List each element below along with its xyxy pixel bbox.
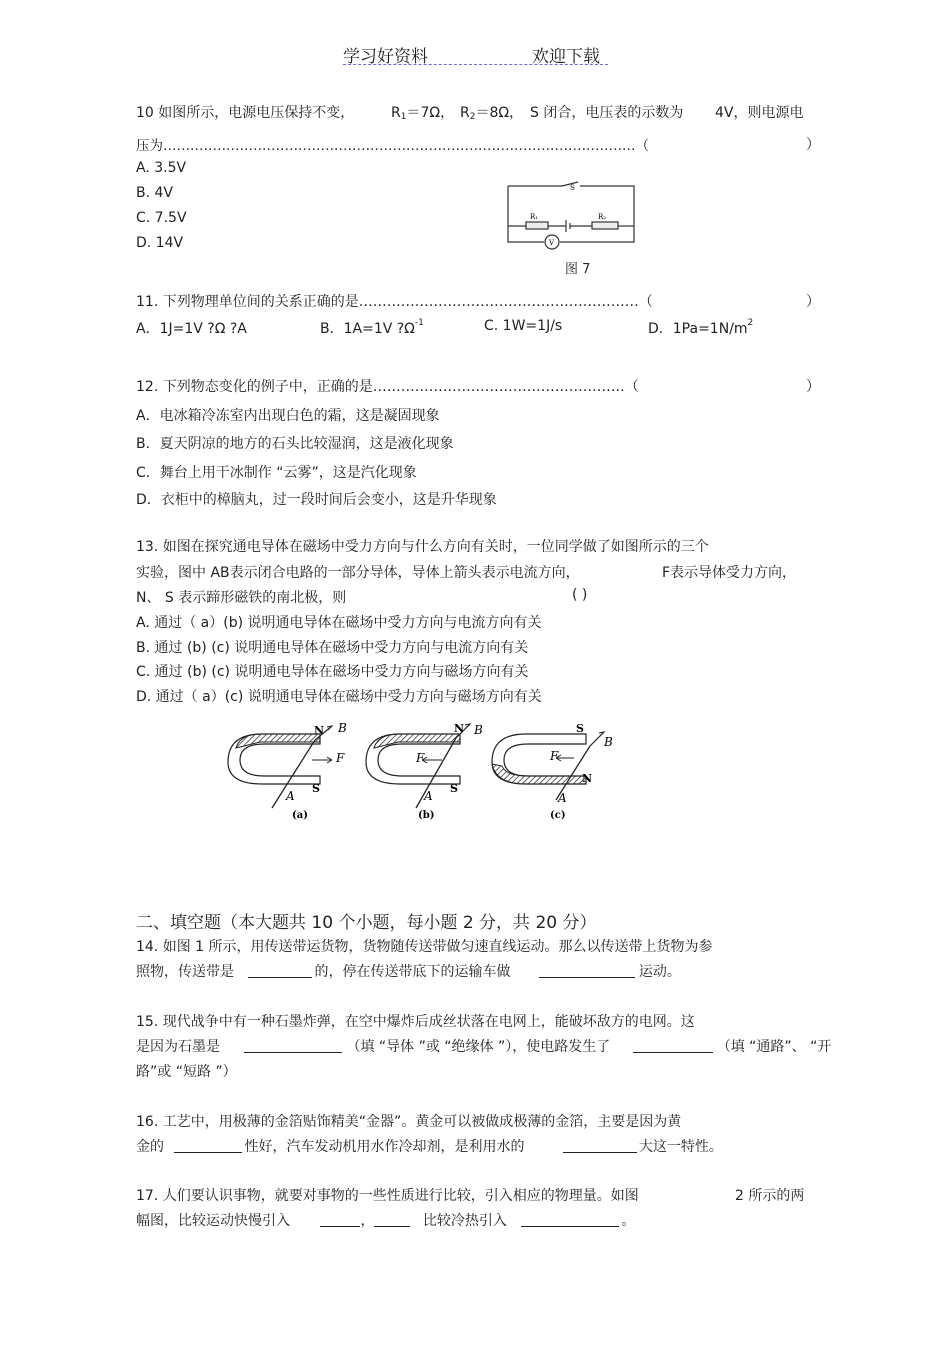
q10-line1 — [136, 102, 354, 122]
q15-line1: 15. 现代战争中有一种石墨炸弹，在空中爆炸后成丝状落在电网上，能破坏敌方的电网。这 — [136, 1014, 695, 1030]
q10-option-b: B. 4V — [136, 185, 173, 201]
magnet-figure-a — [228, 721, 347, 821]
q13-line1: 13. 如图在探究通电导体在磁场中受力方向与什么方向有关时，一位同学做了如图所示的三个 — [136, 539, 709, 555]
svg-text:F: F — [416, 751, 425, 765]
magnet-figure-c — [492, 722, 613, 821]
q14-blank-1[interactable] — [248, 963, 312, 978]
q11-paren: ） — [806, 294, 820, 310]
header-left-text: 学习好资料 — [343, 47, 428, 67]
svg-text:A: A — [558, 791, 567, 805]
q13-line2-b: F表示导体受力方向， — [662, 565, 797, 581]
header-right-text: 欢迎下载 — [532, 47, 600, 67]
q12-option-d: D．衣柜中的樟脑丸，过一段时间后会变小，这是升华现象 — [136, 492, 497, 508]
q14-blank-2[interactable] — [539, 963, 635, 978]
svg-text:F: F — [550, 749, 559, 763]
q15-line3: 路”或 “短路 ”） — [136, 1064, 237, 1080]
q16-line2: 金的 性好，汽车发动机用水作冷却剂，是利用水的 大这一特性。 — [136, 1139, 723, 1155]
q12-stem: 12. 下列物态变化的例子中，正确的是………………………………………………（ — [136, 379, 639, 395]
svg-text:N: N — [314, 724, 325, 737]
q14-line2: 照物，传送带是 的，停在传送带底下的运输车做 运动。 — [136, 964, 681, 980]
circuit-switch-label: S — [570, 184, 575, 192]
q10-option-a: A. 3.5V — [136, 160, 187, 176]
circuit-r1-label: R₁ — [530, 213, 539, 221]
svg-text:S: S — [312, 782, 320, 795]
svg-text:(c): (c) — [550, 810, 566, 821]
q16-blank-2[interactable] — [563, 1138, 637, 1153]
svg-text:B: B — [474, 723, 483, 737]
q12-option-c: C．舞台上用干冰制作 “云雾”，这是汽化现象 — [136, 465, 417, 481]
fig7-caption: 图 7 — [565, 262, 591, 277]
q15-blank-1[interactable] — [244, 1038, 342, 1053]
q17-line2: 幅图，比较运动快慢引入 ， 比较冷热引入 。 — [136, 1213, 636, 1229]
q10-line2: 压为……………………………………………………………………………………………（ — [136, 138, 649, 154]
q13-option-a: A. 通过（ a）(b) 说明通电导体在磁场中受力方向与电流方向有关 — [136, 615, 542, 631]
svg-text:A: A — [286, 789, 295, 803]
q13-line2: 实验，图中 AB表示闭合电路的一部分导体，导体上箭头表示电流方向， — [136, 565, 580, 581]
svg-text:B: B — [338, 721, 347, 735]
svg-text:S: S — [450, 782, 458, 795]
q17-blank-1[interactable] — [320, 1212, 360, 1227]
q13-line3: N、 S 表示蹄形磁铁的南北极，则 — [136, 590, 347, 606]
q12-option-b: B．夏天阴凉的地方的石头比较湿润，这是液化现象 — [136, 436, 454, 452]
q10-line1-b: S 闭合，电压表的示数为 — [530, 105, 684, 121]
q10-r1: $R_1=7\Omega$， — [391, 105, 455, 122]
q13-option-c: C. 通过 (b) (c) 说明通电导体在磁场中受力方向与磁场方向有关 — [136, 664, 529, 680]
q15-line2: 是因为石墨是 （填 “导体 ”或 “绝缘体 ”），使电路发生了 （填 “通路”、 “开 — [136, 1039, 832, 1055]
q10-option-c: C. 7.5V — [136, 210, 187, 226]
svg-text:(b): (b) — [418, 810, 435, 821]
q10-line1-c: 4V，则电源电 — [715, 105, 804, 121]
svg-text:A: A — [424, 789, 433, 803]
section2-title: 二、填空题（本大题共 10 个小题，每小题 2 分，共 20 分） — [136, 913, 597, 933]
q14-line1: 14. 如图 1 所示，用传送带运货物，货物随传送带做匀速直线运动。那么以传送带上货物为参 — [136, 939, 713, 955]
header-divider — [343, 64, 608, 65]
magnet-figure-b — [366, 722, 483, 821]
q12-paren: ） — [806, 379, 820, 395]
q11-option-a: A．1J=1V ?Ω ?A — [136, 321, 247, 337]
q11-stem: 11. 下列物理单位间的关系正确的是……………………………………………………（ — [136, 294, 653, 310]
svg-text:F: F — [336, 751, 345, 765]
q17-blank-1b[interactable] — [374, 1212, 410, 1227]
q15-blank-2[interactable] — [633, 1038, 713, 1053]
q13-option-b: B. 通过 (b) (c) 说明通电导体在磁场中受力方向与电流方向有关 — [136, 640, 529, 656]
q11-option-b: B．1A=1V $?\Omega^{-1}$ — [320, 318, 424, 337]
q17-line1-b: 2 所示的两 — [735, 1188, 805, 1204]
q13-option-d: D. 通过（ a）(c) 说明通电导体在磁场中受力方向与磁场方向有关 — [136, 689, 542, 705]
q11-option-d: D．$1Pa=1N/m^2$ — [648, 318, 754, 337]
circuit-r2-label: R₂ — [598, 213, 607, 221]
svg-text:S: S — [576, 722, 584, 735]
magnet-figures — [220, 718, 640, 828]
svg-text:N: N — [454, 722, 465, 735]
q11-option-c: C. 1W=1J/s — [484, 318, 563, 334]
q16-line1: 16. 工艺中，用极薄的金箔贴饰精美“金器”。黄金可以被做成极薄的金箔，主要是因为黄 — [136, 1114, 682, 1130]
circuit-diagram — [500, 180, 640, 250]
q12-option-a: A．电冰箱冷冻室内出现白色的霜，这是凝固现象 — [136, 408, 440, 424]
q10-option-d: D. 14V — [136, 235, 184, 251]
svg-text:N: N — [582, 772, 593, 785]
q17-blank-2[interactable] — [521, 1212, 619, 1227]
q13-paren: ( ) — [572, 587, 588, 603]
svg-text:B: B — [604, 735, 613, 749]
q10-paren: ） — [806, 137, 820, 153]
q17-line1: 17. 人们要认识事物，就要对事物的一些性质进行比较，引入相应的物理量。如图 — [136, 1188, 639, 1204]
q10-r2: $R_2=8\Omega$， — [460, 105, 524, 122]
svg-text:(a): (a) — [292, 810, 308, 821]
circuit-voltmeter-label: V — [549, 239, 555, 247]
q10-line1-text: 10 如图所示，电源电压保持不变， — [136, 105, 355, 121]
q16-blank-1[interactable] — [174, 1138, 242, 1153]
